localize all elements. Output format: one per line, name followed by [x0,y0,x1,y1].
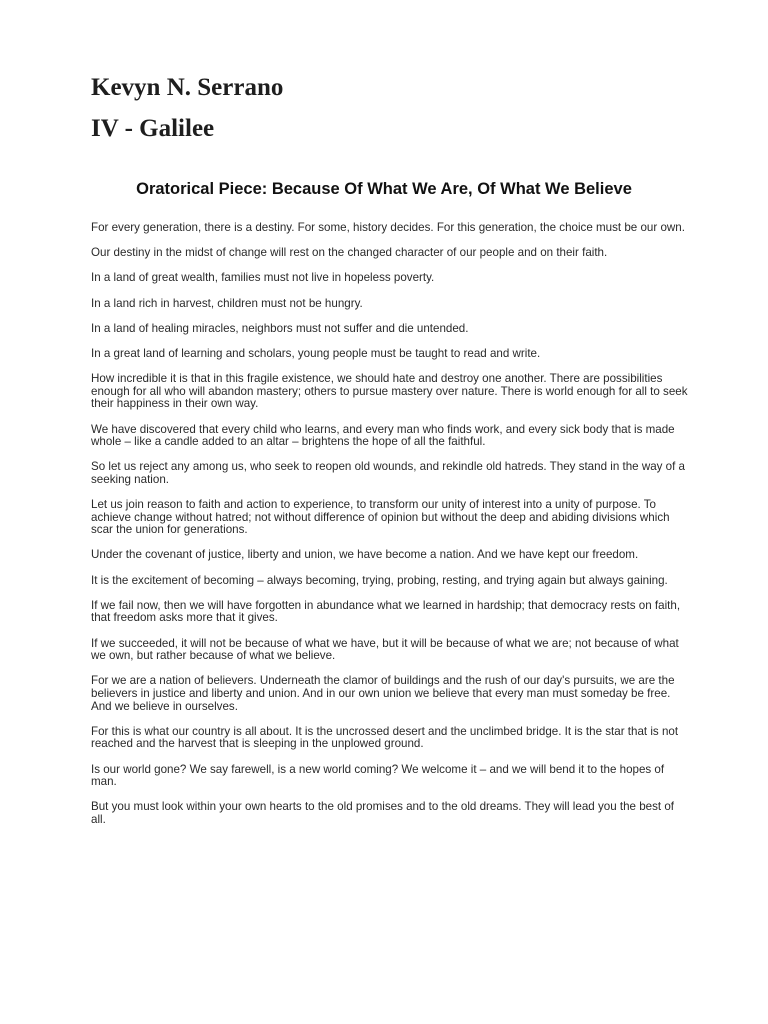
paragraph-10: Let us join reason to faith and action to experience, to transform our unity of interest into a unity of purpose. To achieve change without hatred; not without difference of opinion but without the deep and abiding divisions which scar the union for generations. [91,498,670,537]
section-name: IV - Galilee [91,115,215,142]
paragraph-11: Under the covenant of justice, liberty and union, we have become a nation. And we have kept our freedom. [91,548,639,562]
paragraph-14: If we succeeded, it will not be because of what we have, but it will be because of what we are; not because of what we own, but rather because of what we believe. [91,636,679,663]
paragraph-15: For we are a nation of believers. Underneath the clamor of buildings and the rush of our day's pursuits, we are the believers in justice and liberty and union. And in our own union we believe that every man must someday be free. And we believe in ourselves. [91,674,675,713]
paragraph-18: But you must look within your own hearts to the old promises and to the old dreams. They will lead you the best of all. [91,800,675,826]
paragraph-17: Is our world gone? We say farewell, is a new world coming? We welcome it – and we will bend it to the hopes of man. [91,762,665,789]
paragraph-4: In a land rich in harvest, children must not be hungry. [91,296,363,310]
paragraph-13: If we fail now, then we will have forgotten in abundance what we learned in hardship; that democracy rests on faith, that freedom asks more that it gives. [91,598,681,625]
document-body [91,222,691,839]
paragraph-1: For every generation, there is a destiny. For some, history decides. For this generation, the choice must be our own. [91,221,685,234]
paragraph-5: In a land of healing miracles, neighbors must not suffer and die untended. [91,321,469,335]
paragraph-9: So let us reject any among us, who seek to reopen old wounds, and rekindle old hatreds. They stand in the way of a seeking nation. [91,460,686,486]
paragraph-2: Our destiny in the midst of change will rest on the changed character of our people and on their faith. [91,246,608,260]
paragraph-12: It is the excitement of becoming – always becoming, trying, probing, resting, and trying again but always gaining. [91,573,668,587]
paragraph-6: In a great land of learning and scholars, young people must be taught to read and write. [91,346,541,360]
paragraph-16: For this is what our country is all about. It is the uncrossed desert and the unclimbed bridge. It is the star that is not reached and the harvest that is sleeping in the unplowed ground. [91,724,679,751]
paragraph-3: In a land of great wealth, families must not live in hopeless poverty. [91,271,435,285]
paragraph-7: How incredible it is that in this fragile existence, we should hate and destroy one another. There are possibilities enough for all who will abandon mastery; others to pursue mastery over nature. There is world enough for all to seek their happiness in their own way. [91,372,688,411]
document-title: Oratorical Piece: Because Of What We Are, Of What We Believe [136,180,632,198]
author-name: Kevyn N. Serrano [91,74,284,101]
paragraph-8: We have discovered that every child who learns, and every man who finds work, and every sick body that is made whole – like a candle added to an altar – brightens the hope of all the faithful. [91,422,675,449]
